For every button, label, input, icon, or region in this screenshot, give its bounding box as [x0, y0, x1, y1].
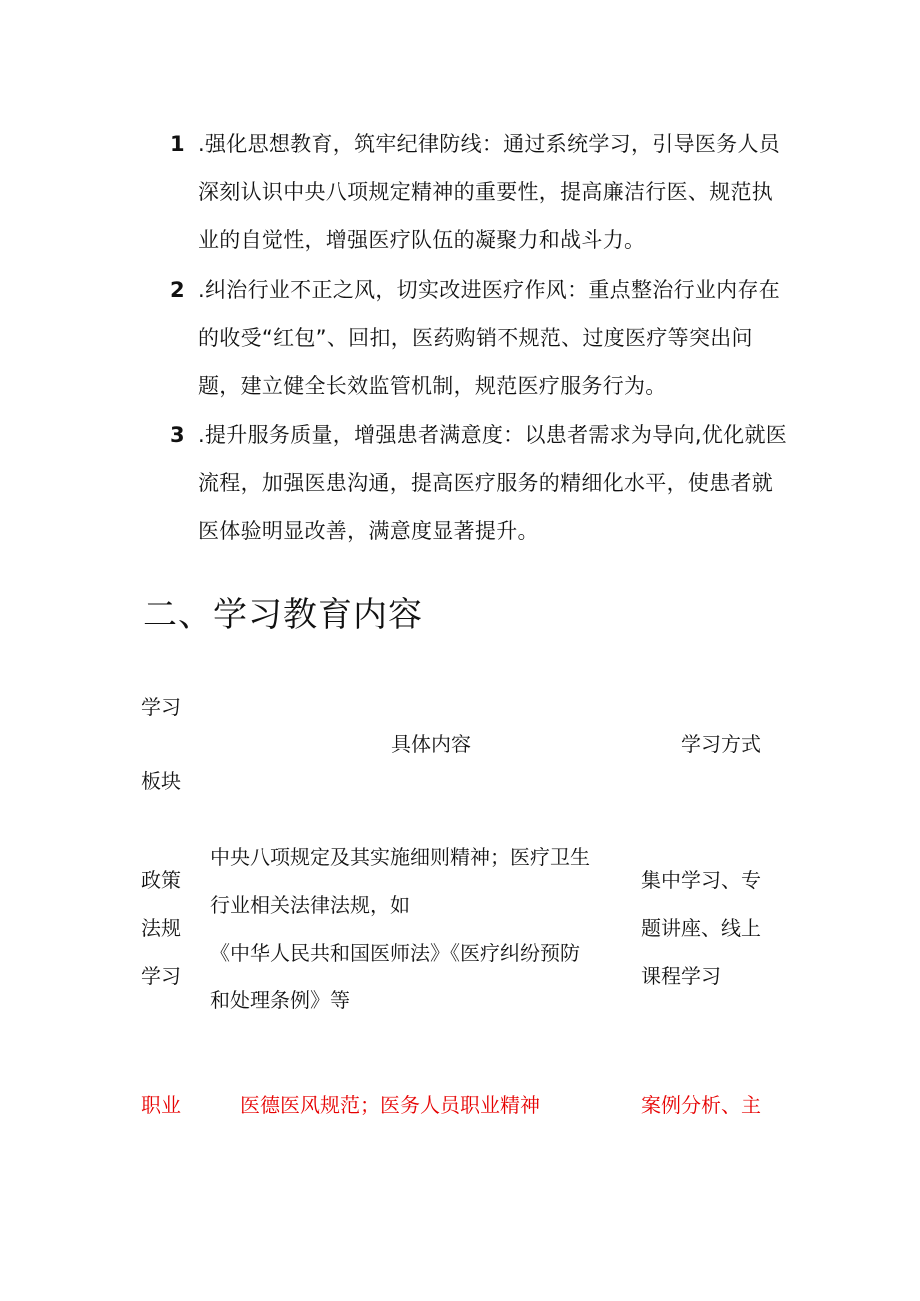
content-cell-line: 和处理条例》等	[210, 988, 350, 1012]
item-text-line: 题，建立健全长效监管机制，规范医疗服务行为。	[198, 374, 667, 398]
item-number: 3	[170, 423, 185, 447]
method-cell-line: 集中学习、专	[641, 868, 761, 892]
content-cell-line: 《中华人民共和国医师法》《医疗纠纷预防	[210, 941, 580, 965]
item-text-line: 的收受“红包”、回扣，医药购销不规范、过度医疗等突出问	[198, 326, 753, 350]
item-text-line: .强化思想教育，筑牢纪律防线：通过系统学习，引导医务人员	[198, 132, 781, 156]
block-cell-line: 法规	[141, 916, 181, 940]
block-cell-line: 学习	[141, 964, 181, 988]
item-text-line: 业的自觉性，增强医疗队伍的凝聚力和战斗力。	[198, 228, 646, 252]
content-cell-line: 医德医风规范；医务人员职业精神	[240, 1093, 540, 1117]
section-heading: 二、学习教育内容	[143, 595, 423, 635]
item-text-line: 医体验明显改善，满意度显著提升。	[198, 519, 539, 543]
header-method: 学习方式	[681, 732, 761, 756]
item-text-line: .提升服务质量，增强患者满意度：以患者需求为导向,优化就医	[198, 423, 788, 447]
header-content: 具体内容	[391, 732, 471, 756]
item-number: 1	[170, 132, 185, 156]
method-cell-line: 课程学习	[641, 964, 721, 988]
item-text-line: .纠治行业不正之风，切实改进医疗作风：重点整治行业内存在	[198, 278, 781, 302]
item-number: 2	[170, 278, 185, 302]
block-cell-line: 政策	[141, 868, 181, 892]
content-cell-line: 行业相关法律法规，如	[210, 893, 410, 917]
header-block-line: 板块	[141, 769, 181, 793]
method-cell-line: 案例分析、主	[641, 1093, 761, 1117]
block-cell-line: 职业	[141, 1093, 181, 1117]
method-cell-line: 题讲座、线上	[641, 916, 761, 940]
header-block-line: 学习	[141, 695, 181, 719]
item-text-line: 流程，加强医患沟通，提高医疗服务的精细化水平，使患者就	[198, 471, 774, 495]
item-text-line: 深刻认识中央八项规定精神的重要性，提高廉洁行医、规范执	[198, 180, 774, 204]
content-cell-line: 中央八项规定及其实施细则精神；医疗卫生	[210, 845, 590, 869]
